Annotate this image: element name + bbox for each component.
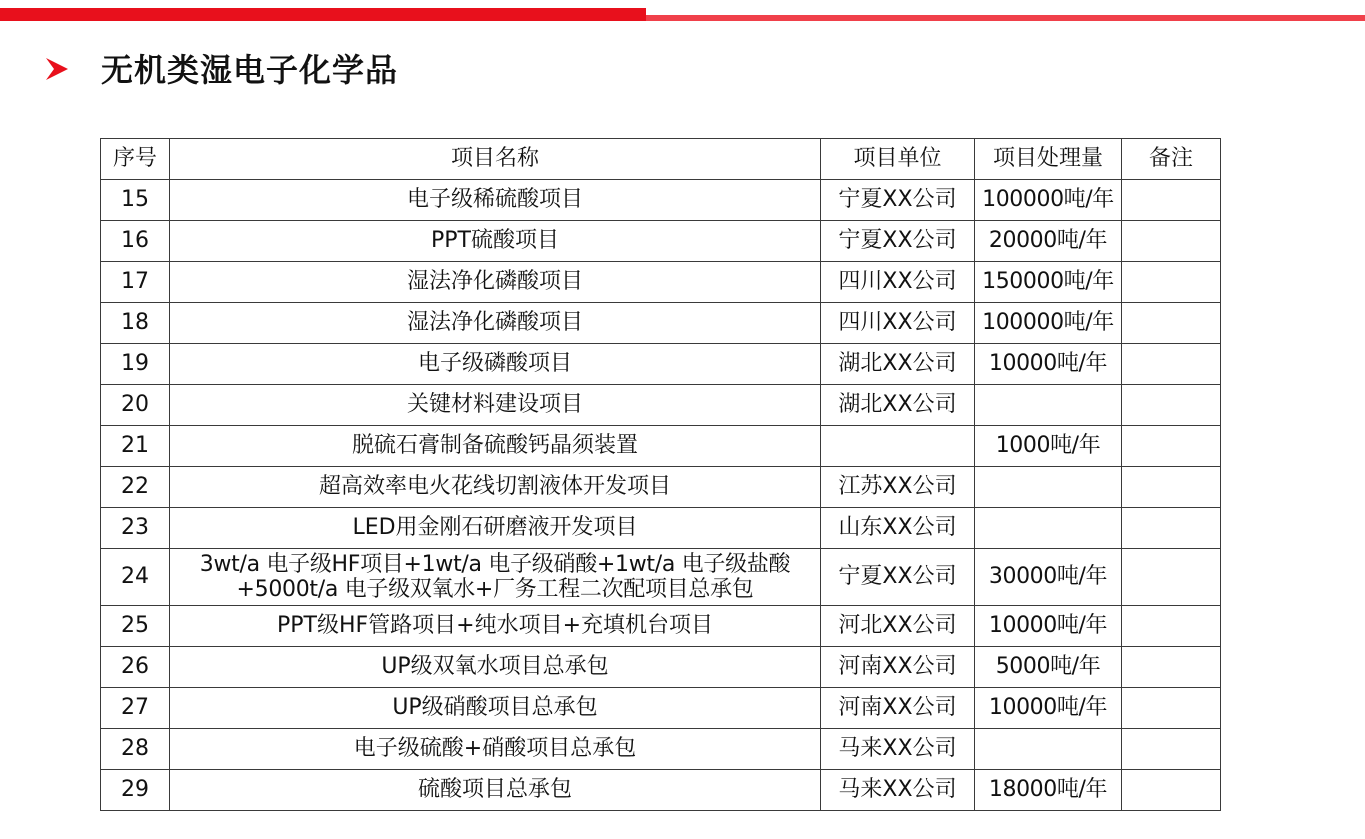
cell-no: 27 [101, 688, 170, 729]
cell-name: PPT级HF管路项目+纯水项目+充填机台项目 [170, 606, 821, 647]
table-row [101, 647, 1221, 688]
cell-no: 16 [101, 221, 170, 262]
page-title: 无机类湿电子化学品 [101, 51, 399, 89]
cell-name: LED用金刚石研磨液开发项目 [170, 508, 821, 549]
cell-unit: 四川XX公司 [821, 303, 975, 344]
column-header-note: 备注 [1122, 139, 1221, 180]
cell-name: 电子级稀硫酸项目 [170, 180, 821, 221]
cell-capacity: 1000吨/年 [975, 426, 1122, 467]
cell-unit: 湖北XX公司 [821, 385, 975, 426]
table-row [101, 303, 1221, 344]
cell-capacity [975, 467, 1122, 508]
cell-no: 17 [101, 262, 170, 303]
cell-no: 18 [101, 303, 170, 344]
table-row [101, 549, 1221, 606]
cell-unit: 河南XX公司 [821, 647, 975, 688]
column-header-name: 项目名称 [170, 139, 821, 180]
cell-no: 21 [101, 426, 170, 467]
table-row [101, 467, 1221, 508]
cell-no: 22 [101, 467, 170, 508]
cell-unit: 宁夏XX公司 [821, 180, 975, 221]
cell-unit: 马来XX公司 [821, 770, 975, 811]
cell-unit: 江苏XX公司 [821, 467, 975, 508]
cell-capacity: 100000吨/年 [975, 180, 1122, 221]
cell-capacity: 18000吨/年 [975, 770, 1122, 811]
cell-unit: 河北XX公司 [821, 606, 975, 647]
table-row [101, 344, 1221, 385]
cell-note [1122, 606, 1221, 647]
cell-note [1122, 221, 1221, 262]
cell-note [1122, 729, 1221, 770]
table-row [101, 688, 1221, 729]
cell-capacity [975, 729, 1122, 770]
cell-name: 电子级磷酸项目 [170, 344, 821, 385]
top-accent-line [646, 15, 1365, 21]
table-row [101, 729, 1221, 770]
cell-note [1122, 688, 1221, 729]
table-row [101, 262, 1221, 303]
cell-capacity [975, 508, 1122, 549]
cell-capacity: 100000吨/年 [975, 303, 1122, 344]
cell-note [1122, 647, 1221, 688]
cell-capacity: 10000吨/年 [975, 344, 1122, 385]
top-accent-bar [0, 8, 646, 21]
cell-no: 23 [101, 508, 170, 549]
cell-unit: 山东XX公司 [821, 508, 975, 549]
cell-unit: 宁夏XX公司 [821, 221, 975, 262]
cell-capacity: 5000吨/年 [975, 647, 1122, 688]
cell-no: 29 [101, 770, 170, 811]
cell-note [1122, 385, 1221, 426]
cell-unit: 四川XX公司 [821, 262, 975, 303]
cell-name: PPT硫酸项目 [170, 221, 821, 262]
cell-name: 关键材料建设项目 [170, 385, 821, 426]
cell-no: 15 [101, 180, 170, 221]
cell-name-line: +5000t/a 电子级双氧水+厂务工程二次配项目总承包 [236, 577, 754, 602]
cell-unit: 马来XX公司 [821, 729, 975, 770]
projects-table [100, 138, 1221, 811]
cell-name: 超高效率电火花线切割液体开发项目 [170, 467, 821, 508]
cell-note [1122, 180, 1221, 221]
table-header-row [101, 139, 1221, 180]
cell-note [1122, 426, 1221, 467]
cell-no: 20 [101, 385, 170, 426]
table-row [101, 770, 1221, 811]
cell-name: 湿法净化磷酸项目 [170, 262, 821, 303]
cell-name: UP级硝酸项目总承包 [170, 688, 821, 729]
cell-no: 24 [101, 549, 170, 606]
cell-note [1122, 303, 1221, 344]
cell-name: 脱硫石膏制备硫酸钙晶须装置 [170, 426, 821, 467]
cell-name: UP级双氧水项目总承包 [170, 647, 821, 688]
column-header-capacity: 项目处理量 [975, 139, 1122, 180]
cell-no: 25 [101, 606, 170, 647]
cell-note [1122, 262, 1221, 303]
cell-unit [821, 426, 975, 467]
cell-note [1122, 770, 1221, 811]
table-row [101, 385, 1221, 426]
cell-no: 19 [101, 344, 170, 385]
cell-unit: 河南XX公司 [821, 688, 975, 729]
cell-no: 28 [101, 729, 170, 770]
cell-name: 湿法净化磷酸项目 [170, 303, 821, 344]
column-header-no: 序号 [101, 139, 170, 180]
cell-note [1122, 549, 1221, 606]
table-row [101, 180, 1221, 221]
table-row [101, 606, 1221, 647]
cell-name: 电子级硫酸+硝酸项目总承包 [170, 729, 821, 770]
cell-name: 硫酸项目总承包 [170, 770, 821, 811]
cell-unit: 湖北XX公司 [821, 344, 975, 385]
cell-note [1122, 508, 1221, 549]
column-header-unit: 项目单位 [821, 139, 975, 180]
cell-capacity: 150000吨/年 [975, 262, 1122, 303]
cell-unit: 宁夏XX公司 [821, 549, 975, 606]
cell-capacity: 20000吨/年 [975, 221, 1122, 262]
cell-name [170, 549, 821, 606]
cell-capacity: 10000吨/年 [975, 688, 1122, 729]
cell-name-line: 3wt/a 电子级HF项目+1wt/a 电子级硝酸+1wt/a 电子级盐酸 [199, 552, 791, 577]
table-row [101, 508, 1221, 549]
cell-no: 26 [101, 647, 170, 688]
cell-capacity [975, 385, 1122, 426]
table-row [101, 221, 1221, 262]
table-row [101, 426, 1221, 467]
cell-note [1122, 467, 1221, 508]
arrow-right-icon [44, 56, 70, 82]
cell-capacity: 30000吨/年 [975, 549, 1122, 606]
cell-note [1122, 344, 1221, 385]
cell-capacity: 10000吨/年 [975, 606, 1122, 647]
